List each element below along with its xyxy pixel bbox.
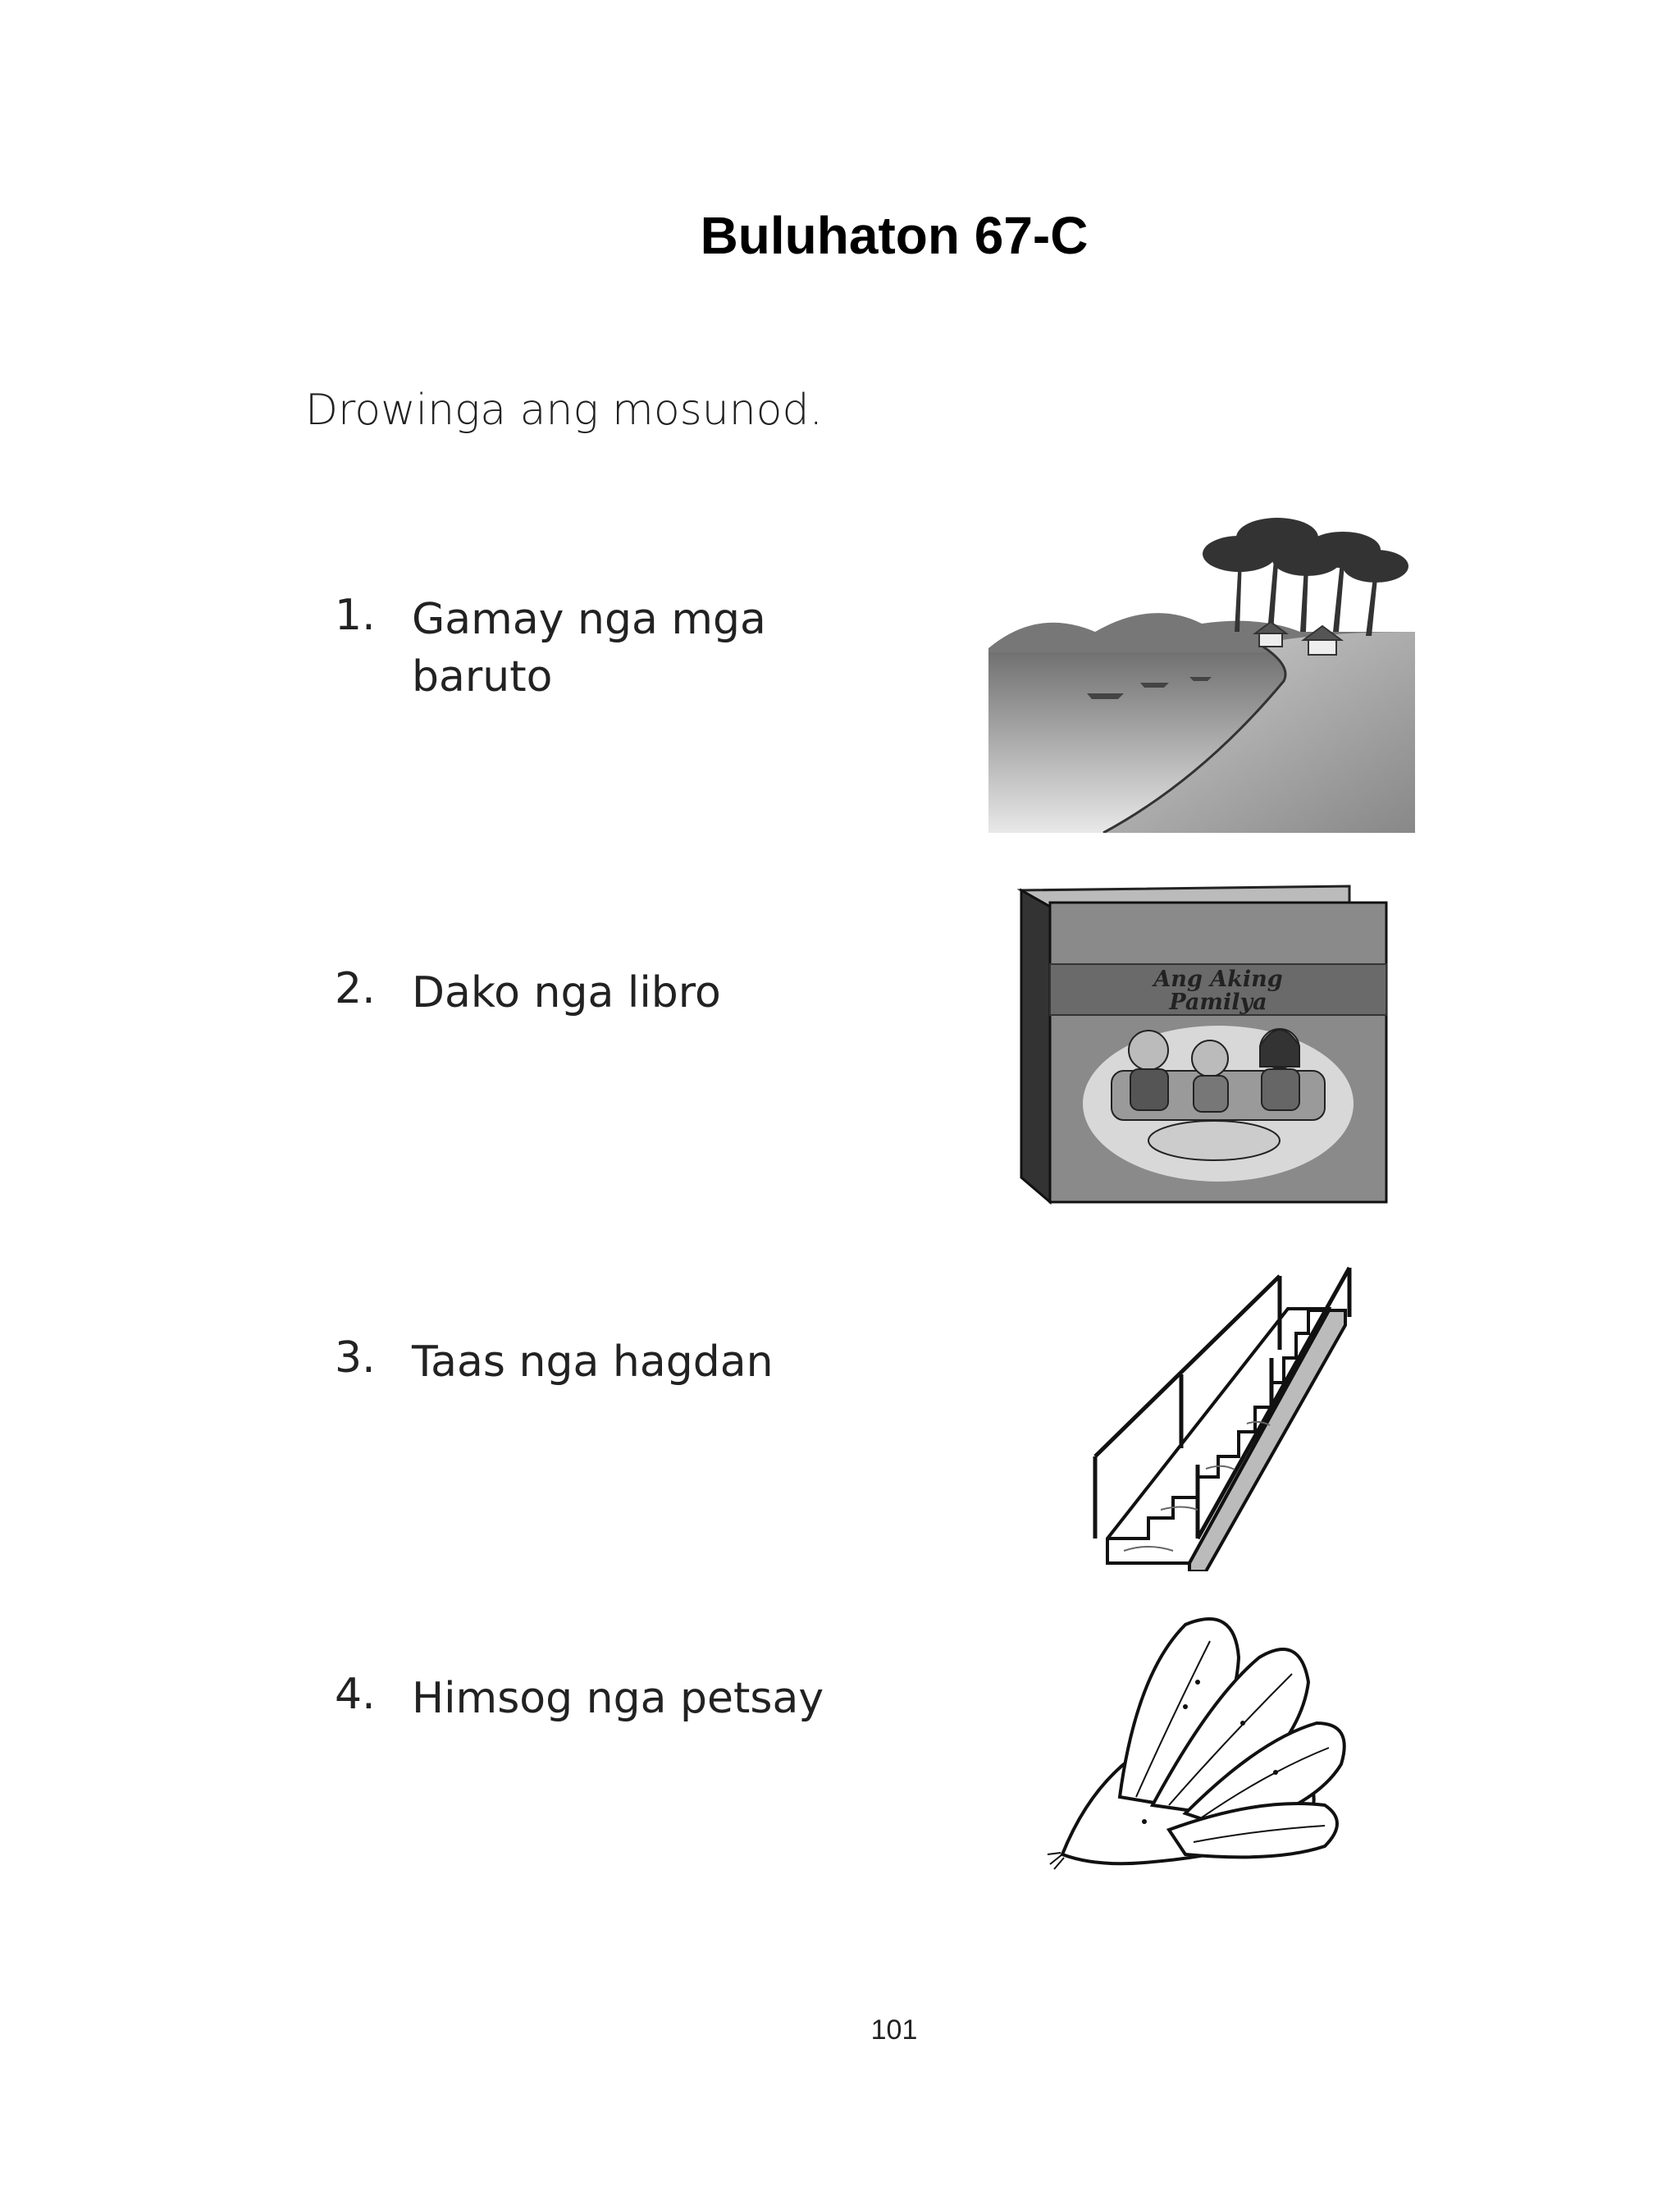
big-book-illustration <box>1017 882 1390 1206</box>
page-number: 101 <box>870 2014 918 2046</box>
item-text: Taas nga hagdan <box>412 1337 774 1387</box>
item-text: Gamay nga mga baruto <box>412 595 766 702</box>
item-text: Dako nga libro <box>412 968 721 1017</box>
page-title: Buluhaton 67-C <box>700 206 1089 265</box>
book-title-line1: Ang Aking <box>1153 967 1283 992</box>
book-title-line2: Pamilya <box>1169 990 1267 1015</box>
item-text: Himsog nga petsay <box>412 1674 824 1723</box>
pechay-illustration <box>1046 1608 1354 1871</box>
item-number: 3. <box>335 1333 376 1383</box>
beach-boats-illustration <box>988 509 1415 833</box>
item-number: 4. <box>335 1670 376 1719</box>
book-spine <box>1021 890 1050 1202</box>
item-number: 2. <box>335 964 376 1013</box>
palm-trees <box>1203 518 1408 636</box>
instruction-text: Drowinga ang mosunod. <box>305 386 824 435</box>
tall-stairs-illustration <box>1083 1260 1362 1571</box>
item-number: 1. <box>335 591 376 640</box>
